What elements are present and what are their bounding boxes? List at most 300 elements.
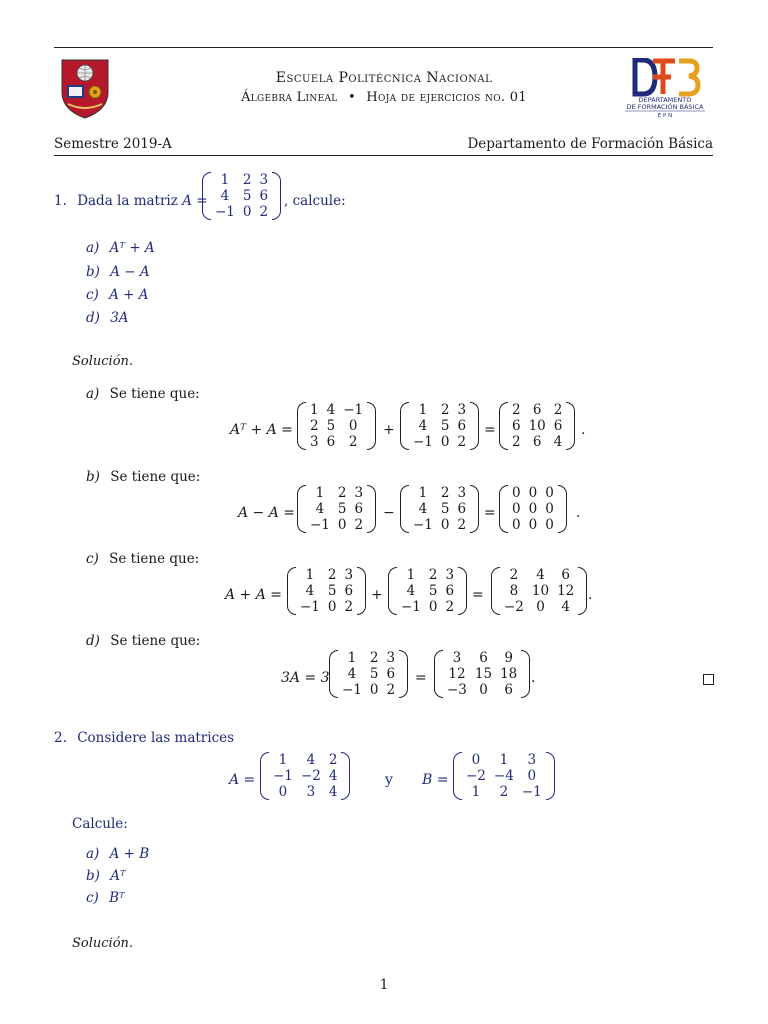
matrix-cell: −1 (273, 768, 293, 784)
matrix-cell: −3 (447, 682, 467, 698)
matrix-cell: 3 (259, 172, 269, 188)
part-label: c) (86, 551, 99, 567)
matrix-cell: 2 (259, 204, 269, 220)
matrix-cell: 2 (369, 650, 379, 666)
sol1-a-result (499, 402, 575, 450)
matrix-cell: 0 (369, 682, 379, 698)
matrix-cell: 3 (457, 402, 467, 418)
dfb-logo (619, 58, 711, 120)
matrix-cell: 2 (354, 517, 364, 533)
matrix-entries (296, 567, 357, 615)
matrix-cell: 18 (500, 666, 518, 682)
matrix-cell: 6 (561, 567, 570, 583)
matrix-row (462, 752, 546, 768)
matrix-row (443, 650, 521, 666)
matrix-cell: 6 (259, 188, 269, 204)
item-expr: A + B (109, 846, 150, 862)
matrix-cell: 3 (354, 485, 364, 501)
problem-2-matrix-B (453, 752, 555, 800)
matrix-cell: 2 (512, 402, 521, 418)
left-paren (499, 402, 508, 450)
matrix-cell: 3 (457, 485, 467, 501)
problem-2-item-a (86, 846, 149, 862)
left-paren (499, 485, 508, 533)
problem-1-item-c (86, 287, 149, 303)
right-paren (558, 485, 567, 533)
part-text: Se tiene que: (109, 551, 200, 567)
matrix-row (269, 768, 341, 784)
solution-1-heading: Solución. (72, 354, 134, 369)
right-paren (546, 752, 555, 800)
matrix-cell: 2 (348, 434, 358, 450)
matrix-cell: 6 (386, 666, 396, 682)
matrix-cell: 0 (512, 517, 521, 533)
matrix-cell: 6 (326, 434, 336, 450)
matrix-row (296, 567, 357, 583)
right-paren (357, 567, 366, 615)
sol1-b-result (499, 485, 567, 533)
matrix-cell: 0 (528, 517, 538, 533)
part-text: Se tiene que: (110, 633, 201, 649)
problem-1-matrix-A (202, 172, 281, 220)
left-paren (202, 172, 211, 220)
dfb-logo-line1: DEPARTAMENTO (638, 96, 692, 104)
matrix-cell: −1 (413, 434, 433, 450)
matrix-cell: 1 (305, 567, 315, 583)
matrix-cell: 4 (418, 501, 428, 517)
matrix-cell: 4 (315, 501, 325, 517)
top-rule (54, 47, 713, 48)
matrix-cell: 2 (337, 485, 347, 501)
sol1-c-result (491, 567, 587, 615)
matrix-entries (397, 567, 458, 615)
matrix-entries (306, 485, 367, 533)
matrix-cell: 4 (328, 784, 338, 800)
sol1-c-lhs: A + A = (225, 587, 283, 603)
sol1-c-matrix-1 (287, 567, 366, 615)
matrix-row (397, 583, 458, 599)
matrix-row (409, 485, 470, 501)
matrix-cell: 4 (326, 402, 336, 418)
matrix-cell: 2 (512, 434, 521, 450)
matrix-cell: 0 (348, 418, 358, 434)
problem-2-item-b (86, 868, 126, 884)
matrix-cell: 0 (471, 752, 481, 768)
matrix-cell: 0 (527, 768, 537, 784)
matrix-cell: 0 (278, 784, 288, 800)
matrix-cell: 12 (448, 666, 466, 682)
part-text: Se tiene que: (109, 386, 200, 402)
matrix-row (462, 784, 546, 800)
item-label: a) (86, 240, 100, 256)
sol1-a-equals: = (484, 422, 496, 438)
dfb-logo-line3: E P N (657, 113, 673, 119)
sol1-a-period: . (581, 422, 586, 438)
matrix-cell: 6 (532, 402, 542, 418)
matrix-cell: 4 (553, 434, 563, 450)
matrix-entries (306, 402, 367, 450)
matrix-cell: 6 (457, 501, 467, 517)
matrix-row (508, 517, 558, 533)
matrix-cell: 2 (428, 567, 438, 583)
matrix-cell: 12 (557, 583, 575, 599)
matrix-row (508, 501, 558, 517)
matrix-cell: 0 (545, 517, 554, 533)
right-paren (470, 402, 479, 450)
right-paren (578, 567, 587, 615)
matrix-cell: 3 (452, 650, 462, 666)
sol1-b-period: . (576, 505, 581, 521)
matrix-cell: 2 (499, 784, 509, 800)
matrix-row (306, 501, 367, 517)
matrix-cell: 2 (440, 402, 450, 418)
matrix-row (338, 666, 399, 682)
left-paren (329, 650, 338, 698)
matrix-cell: 0 (428, 599, 438, 615)
problem-2-calc: Calcule: (72, 816, 128, 832)
matrix-entries (409, 485, 470, 533)
problem-2-matrix-A (260, 752, 350, 800)
course-name: Álgebra Lineal (241, 90, 338, 105)
sol1-part-b-intro (86, 469, 200, 485)
sol1-c-operator: + (371, 587, 383, 603)
item-label: b) (86, 868, 100, 884)
matrix-cell: −1 (413, 517, 433, 533)
matrix-cell: 10 (531, 583, 550, 599)
matrix-cell: 5 (327, 583, 337, 599)
item-label: d) (86, 310, 100, 326)
item-label: a) (86, 846, 100, 862)
matrix-row (296, 599, 357, 615)
left-paren (260, 752, 269, 800)
matrix-cell: 1 (347, 650, 357, 666)
matrix-row (338, 650, 399, 666)
sol1-part-c-intro (86, 551, 199, 567)
matrix-cell: 0 (242, 204, 252, 220)
item-expr: Aᵀ (110, 868, 126, 884)
matrix-cell: 2 (327, 567, 337, 583)
problem-1-number: 1. (54, 193, 67, 209)
problem-1-item-a (86, 240, 155, 256)
matrix-cell: 0 (337, 517, 347, 533)
sol1-d-period: . (531, 670, 536, 686)
matrix-cell: 3 (344, 567, 354, 583)
matrix-cell: 2 (457, 517, 467, 533)
right-paren (566, 402, 575, 450)
part-label: a) (86, 386, 100, 402)
sol1-b-matrix-2 (400, 485, 479, 533)
sol1-d-lhs: 3A = 3 (281, 670, 330, 686)
left-paren (400, 402, 409, 450)
matrix-cell: 1 (310, 402, 319, 418)
matrix-cell: 4 (536, 567, 545, 583)
right-paren (341, 752, 350, 800)
department-label: Departamento de Formación Básica (467, 136, 713, 152)
matrix-cell: 15 (474, 666, 493, 682)
matrix-cell: −4 (493, 768, 514, 784)
sol1-d-result (434, 650, 530, 698)
matrix-cell: −1 (300, 599, 320, 615)
right-paren (458, 567, 467, 615)
matrix-row (508, 402, 566, 418)
matrix-row (269, 752, 341, 768)
matrix-cell: 1 (499, 752, 509, 768)
matrix-cell: −1 (401, 599, 421, 615)
sol1-part-d-intro (86, 633, 200, 649)
problem-1-item-b (86, 264, 150, 280)
matrix-row (508, 434, 566, 450)
matrix-cell: 1 (278, 752, 288, 768)
matrix-cell: 3 (310, 434, 319, 450)
sol1-c-matrix-2 (388, 567, 467, 615)
matrix-cell: 8 (509, 583, 519, 599)
matrix-entries (338, 650, 399, 698)
matrix-cell: 0 (440, 517, 450, 533)
part-label: b) (86, 469, 100, 485)
matrix-cell: 0 (536, 599, 545, 615)
qed-box (703, 674, 714, 685)
sol1-a-lhs: Aᵀ + A = (230, 422, 293, 438)
matrix-cell: 2 (457, 434, 467, 450)
matrix-cell: 6 (354, 501, 364, 517)
item-expr: 3A (110, 310, 129, 326)
sol1-b-equals: = (484, 505, 496, 521)
matrix-cell: 0 (512, 485, 521, 501)
sol1-part-a-intro (86, 386, 200, 402)
problem-2-and: y (385, 772, 393, 788)
matrix-cell: −1 (521, 784, 542, 800)
matrix-row (500, 599, 578, 615)
matrix-cell: 6 (553, 418, 563, 434)
problem-2-lhs-A: A = (229, 772, 256, 788)
matrix-cell: 6 (344, 583, 354, 599)
problem-1-var: A = (182, 193, 208, 209)
matrix-cell: 5 (369, 666, 379, 682)
right-paren (367, 485, 376, 533)
matrix-cell: −2 (300, 768, 321, 784)
left-paren (287, 567, 296, 615)
matrix-row (443, 666, 521, 682)
matrix-cell: 10 (528, 418, 546, 434)
matrix-cell: 2 (328, 752, 338, 768)
matrix-row (500, 583, 578, 599)
matrix-row (397, 567, 458, 583)
matrix-entries (269, 752, 341, 800)
matrix-cell: 0 (545, 485, 554, 501)
matrix-entries (508, 402, 566, 450)
sol1-a-matrix-1 (297, 402, 376, 450)
problem-2-number: 2. (54, 730, 67, 746)
semester-label: Semestre 2019-A (54, 136, 172, 152)
left-paren (297, 485, 306, 533)
matrix-row (269, 784, 341, 800)
left-paren (491, 567, 500, 615)
matrix-row (306, 402, 367, 418)
matrix-cell: 1 (406, 567, 416, 583)
matrix-cell: 6 (532, 434, 542, 450)
right-paren (272, 172, 281, 220)
right-paren (367, 402, 376, 450)
left-paren (453, 752, 462, 800)
dfb-logo-line2: DE FORMACIÓN BÁSICA (626, 103, 704, 111)
institution-name: Escuela Politécnica Nacional (275, 70, 493, 86)
matrix-cell: −1 (310, 517, 330, 533)
matrix-cell: 6 (457, 418, 467, 434)
matrix-cell: 4 (306, 752, 316, 768)
matrix-cell: 5 (337, 501, 347, 517)
matrix-cell: 0 (528, 485, 538, 501)
matrix-cell: 5 (440, 501, 450, 517)
matrix-cell: 2 (509, 567, 519, 583)
matrix-cell: 4 (305, 583, 315, 599)
left-paren (434, 650, 443, 698)
matrix-entries (462, 752, 546, 800)
item-expr: A + A (109, 287, 149, 303)
matrix-cell: 4 (347, 666, 357, 682)
part-label: d) (86, 633, 100, 649)
matrix-cell: 0 (512, 501, 521, 517)
matrix-cell: −1 (342, 682, 362, 698)
matrix-cell: −2 (466, 768, 486, 784)
item-expr: Bᵀ (109, 890, 125, 906)
solution-2-heading: Solución. (72, 936, 134, 951)
matrix-row (306, 418, 367, 434)
matrix-entries (443, 650, 521, 698)
problem-1-statement (54, 193, 208, 209)
matrix-cell: 0 (327, 599, 337, 615)
matrix-row (306, 517, 367, 533)
matrix-row (508, 418, 566, 434)
matrix-cell: −1 (343, 402, 364, 418)
matrix-cell: −2 (504, 599, 524, 615)
matrix-row (211, 204, 272, 220)
right-paren (399, 650, 408, 698)
matrix-row (306, 434, 367, 450)
right-paren (470, 485, 479, 533)
matrix-cell: 0 (440, 434, 450, 450)
part-text: Se tiene que: (110, 469, 201, 485)
matrix-cell: 5 (440, 418, 450, 434)
matrix-cell: 5 (428, 583, 438, 599)
matrix-cell: 5 (242, 188, 252, 204)
matrix-cell: 4 (418, 418, 428, 434)
matrix-cell: 1 (315, 485, 325, 501)
sol1-b-matrix-1 (297, 485, 376, 533)
matrix-row (409, 402, 470, 418)
matrix-row (409, 418, 470, 434)
matrix-cell: 1 (418, 402, 428, 418)
sol1-c-equals: = (472, 587, 484, 603)
matrix-cell: 6 (512, 418, 521, 434)
sol1-d-equals: = (415, 670, 427, 686)
sol1-b-lhs: A − A = (238, 505, 296, 521)
matrix-cell: 6 (504, 682, 513, 698)
problem-1-lead: Dada la matriz (77, 193, 178, 209)
matrix-cell: 4 (220, 188, 230, 204)
sol1-d-matrix-1 (329, 650, 408, 698)
epn-logo (58, 58, 112, 120)
problem-2-statement (54, 730, 234, 746)
matrix-entries (508, 485, 558, 533)
bullet-separator: • (347, 90, 356, 105)
matrix-cell: −1 (215, 204, 235, 220)
matrix-cell: 5 (326, 418, 336, 434)
matrix-cell: 2 (553, 402, 563, 418)
matrix-entries (409, 402, 470, 450)
matrix-row (211, 188, 272, 204)
matrix-cell: 6 (479, 650, 488, 666)
page-number: 1 (379, 977, 389, 993)
matrix-cell: 3 (306, 784, 316, 800)
matrix-cell: 0 (528, 501, 538, 517)
sol1-a-operator: + (383, 422, 395, 438)
left-paren (297, 402, 306, 450)
matrix-cell: 4 (328, 768, 338, 784)
matrix-cell: 6 (445, 583, 455, 599)
sol1-a-matrix-2 (400, 402, 479, 450)
matrix-cell: 3 (445, 567, 455, 583)
matrix-cell: 2 (440, 485, 450, 501)
left-paren (388, 567, 397, 615)
matrix-cell: 2 (344, 599, 354, 615)
problem-1-tail: , calcule: (284, 193, 346, 209)
matrix-row (443, 682, 521, 698)
matrix-row (409, 501, 470, 517)
matrix-cell: 0 (545, 501, 554, 517)
matrix-entries (500, 567, 578, 615)
matrix-row (500, 567, 578, 583)
item-expr: A − A (110, 264, 150, 280)
sheet-name: Hoja de ejercicios no. 01 (366, 90, 527, 105)
matrix-cell: 4 (406, 583, 416, 599)
matrix-cell: 2 (386, 682, 396, 698)
matrix-cell: 2 (310, 418, 319, 434)
item-label: c) (86, 890, 99, 906)
matrix-row (211, 172, 272, 188)
matrix-row (508, 485, 558, 501)
problem-2-lhs-B: B = (422, 772, 449, 788)
problem-2-lead: Considere las matrices (77, 730, 235, 746)
matrix-entries (211, 172, 272, 220)
matrix-cell: 1 (418, 485, 428, 501)
matrix-cell: 4 (561, 599, 570, 615)
matrix-cell: 1 (471, 784, 481, 800)
item-label: b) (86, 264, 100, 280)
matrix-cell: 0 (479, 682, 488, 698)
matrix-row (409, 517, 470, 533)
matrix-cell: 3 (386, 650, 396, 666)
problem-1-item-d (86, 310, 129, 326)
matrix-cell: 1 (220, 172, 230, 188)
matrix-cell: 3 (527, 752, 537, 768)
sol1-b-operator: − (383, 505, 395, 521)
matrix-cell: 9 (504, 650, 513, 666)
matrix-cell: 2 (242, 172, 252, 188)
matrix-row (338, 682, 399, 698)
header-bottom-rule (54, 155, 713, 156)
matrix-row (409, 434, 470, 450)
sol1-c-period: . (588, 587, 593, 603)
item-expr: Aᵀ + A (109, 240, 155, 256)
matrix-row (397, 599, 458, 615)
right-paren (521, 650, 530, 698)
matrix-cell: 2 (445, 599, 455, 615)
matrix-row (296, 583, 357, 599)
matrix-row (462, 768, 546, 784)
matrix-row (306, 485, 367, 501)
item-label: c) (86, 287, 99, 303)
problem-2-item-c (86, 890, 125, 906)
